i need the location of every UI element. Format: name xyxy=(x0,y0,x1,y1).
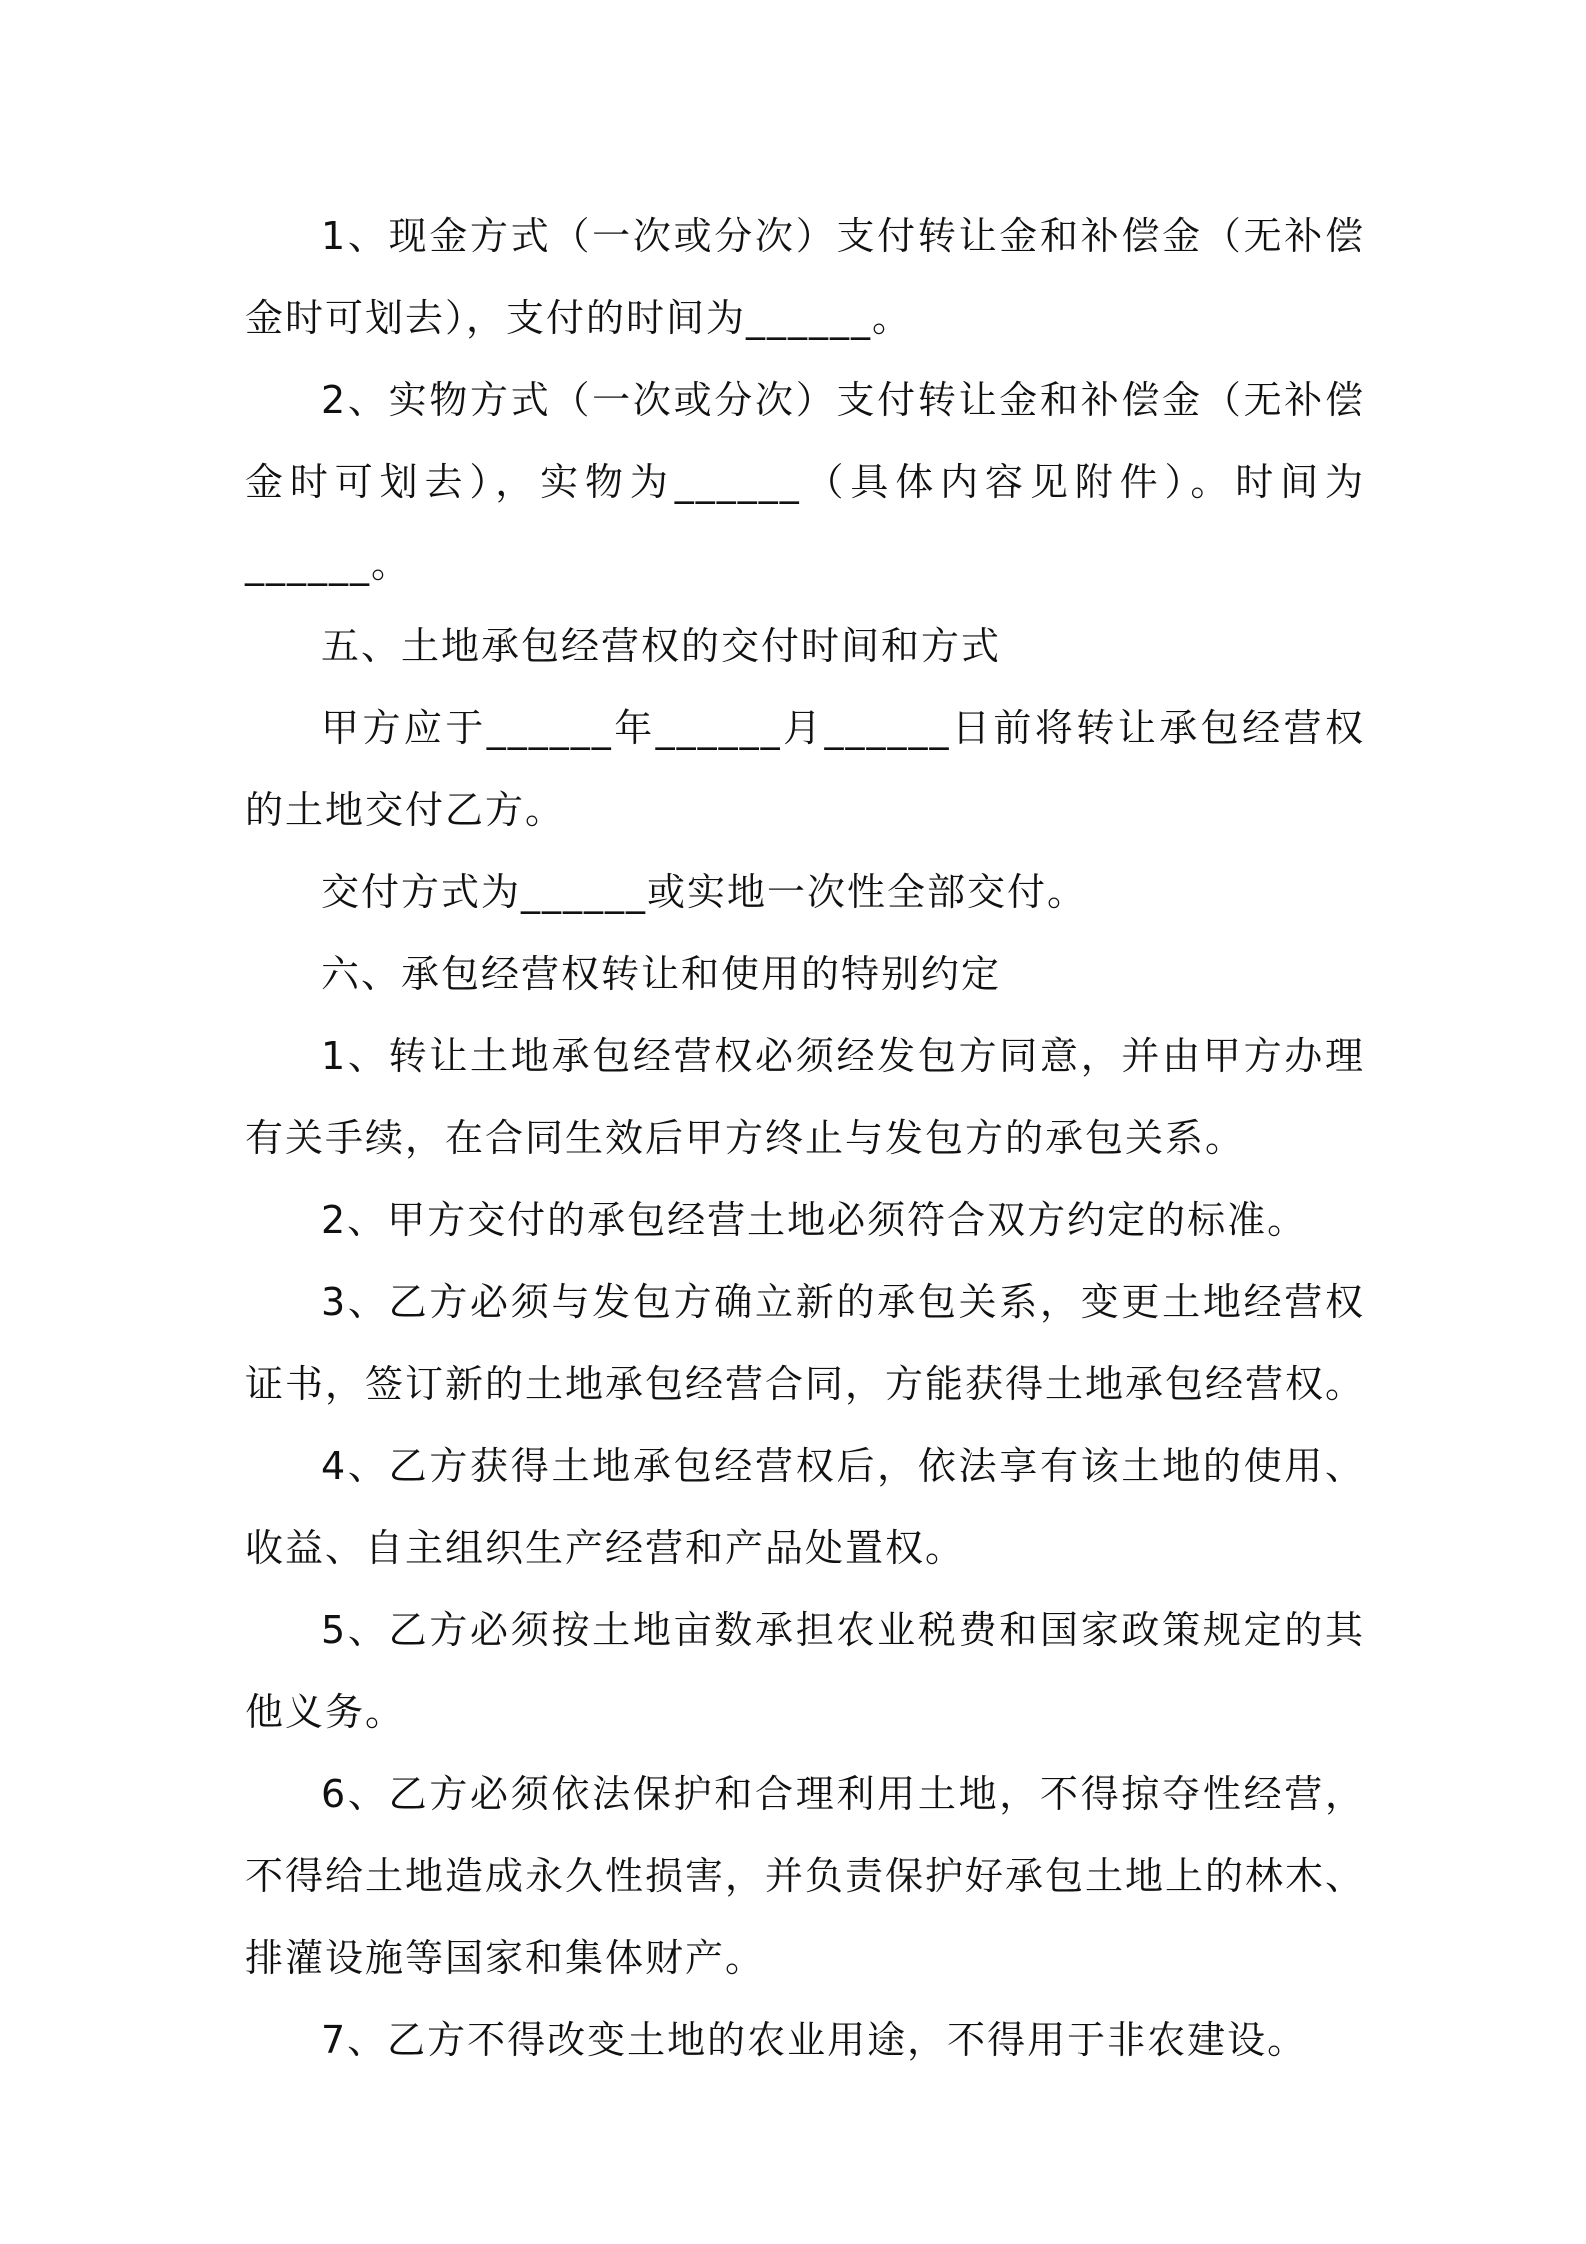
special-term-4: 4、乙方获得土地承包经营权后，依法享有该土地的使用、收益、自主组织生产经营和产品处置权。 xyxy=(245,1444,1365,1570)
special-term-3: 3、乙方必须与发包方确立新的承包关系，变更土地经营权证书，签订新的土地承包经营合同，方能获得土地承包经营权。 xyxy=(245,1280,1366,1406)
section-five-heading: 五、土地承包经营权的交付时间和方式 xyxy=(321,624,1002,668)
payment-in-kind-clause: 2、实物方式（一次或分次）支付转让金和补偿金（无补偿金时可划去），实物为______（具体内容见附件）。时间为______。 xyxy=(245,378,1365,586)
special-term-5: 5、乙方必须按土地亩数承担农业税费和国家政策规定的其他义务。 xyxy=(245,1608,1365,1734)
special-term-2: 2、甲方交付的承包经营土地必须符合双方约定的标准。 xyxy=(321,1198,1308,1242)
delivery-method-clause: 交付方式为______或实地一次性全部交付。 xyxy=(321,870,1088,914)
delivery-date-clause: 甲方应于______年______月______日前将转让承包经营权的土地交付乙方。 xyxy=(245,706,1365,832)
special-term-6: 6、乙方必须依法保护和合理利用土地，不得掠夺性经营，不得给土地造成永久性损害，并负责保护好承包土地上的林木、排灌设施等国家和集体财产。 xyxy=(245,1772,1366,1980)
special-term-1: 1、转让土地承包经营权必须经发包方同意，并由甲方办理有关手续，在合同生效后甲方终止与发包方的承包关系。 xyxy=(245,1034,1365,1160)
document-body xyxy=(245,195,1365,2081)
payment-cash-clause: 1、现金方式（一次或分次）支付转让金和补偿金（无补偿金时可划去），支付的时间为______。 xyxy=(245,214,1365,340)
section-six-heading: 六、承包经营权转让和使用的特别约定 xyxy=(321,952,1002,996)
special-term-7: 7、乙方不得改变土地的农业用途，不得用于非农建设。 xyxy=(321,2018,1308,2062)
